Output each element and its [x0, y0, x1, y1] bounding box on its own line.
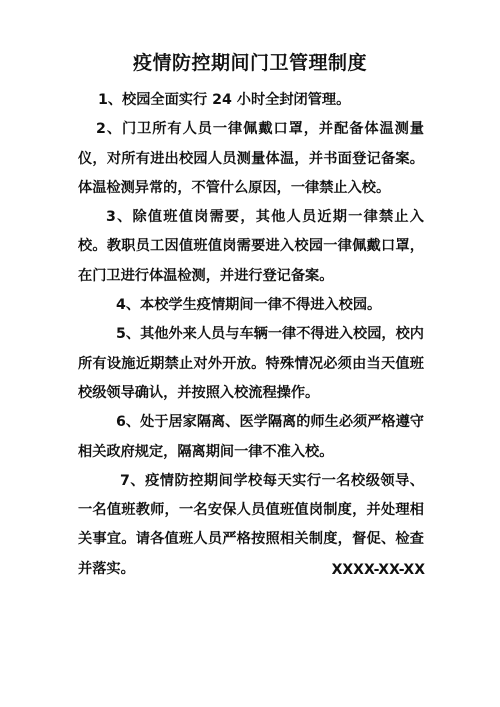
paragraph-6: 6、处于居家隔离、医学隔离的师生必须严格遵守相关政府规定，隔离期间一律不准入校。 [78, 414, 424, 460]
paragraph-3: 3、除值班值岗需要，其他人员近期一律禁止入校。教职员工因值班值岗需要进入校园一律佩戴口罩，在门卫进行体温检测，并进行登记备案。 [78, 209, 424, 284]
paragraph-4: 4、本校学生疫情期间一律不得进入校园。 [116, 297, 382, 314]
paragraph-7: 7、疫情防控期间学校每天实行一名校级领导、一名值班教师，一名安保人员值班值岗制度，并处理相关事宜。请各值班人员严格按照相关制度，督促、检查并落实。 [78, 472, 424, 577]
document-body [78, 86, 424, 584]
paragraph-5: 5、其他外来人员与车辆一律不得进入校园，校内所有设施近期禁止对外开放。特殊情况必须由当天值班校级领导确认，并按照入校流程操作。 [78, 326, 424, 401]
paragraph-2: 2、门卫所有人员一律佩戴口罩，并配备体温测量仪，对所有进出校园人员测量体温，并书面登记备案。体温检测异常的，不管什么原因，一律禁止入校。 [78, 121, 424, 196]
paragraph-1: 1、校园全面实行 24 小时全封闭管理。 [98, 92, 351, 108]
document-title: 疫情防控期间门卫管理制度 [132, 52, 367, 74]
document-date: XXXX-XX-XX [331, 562, 425, 578]
